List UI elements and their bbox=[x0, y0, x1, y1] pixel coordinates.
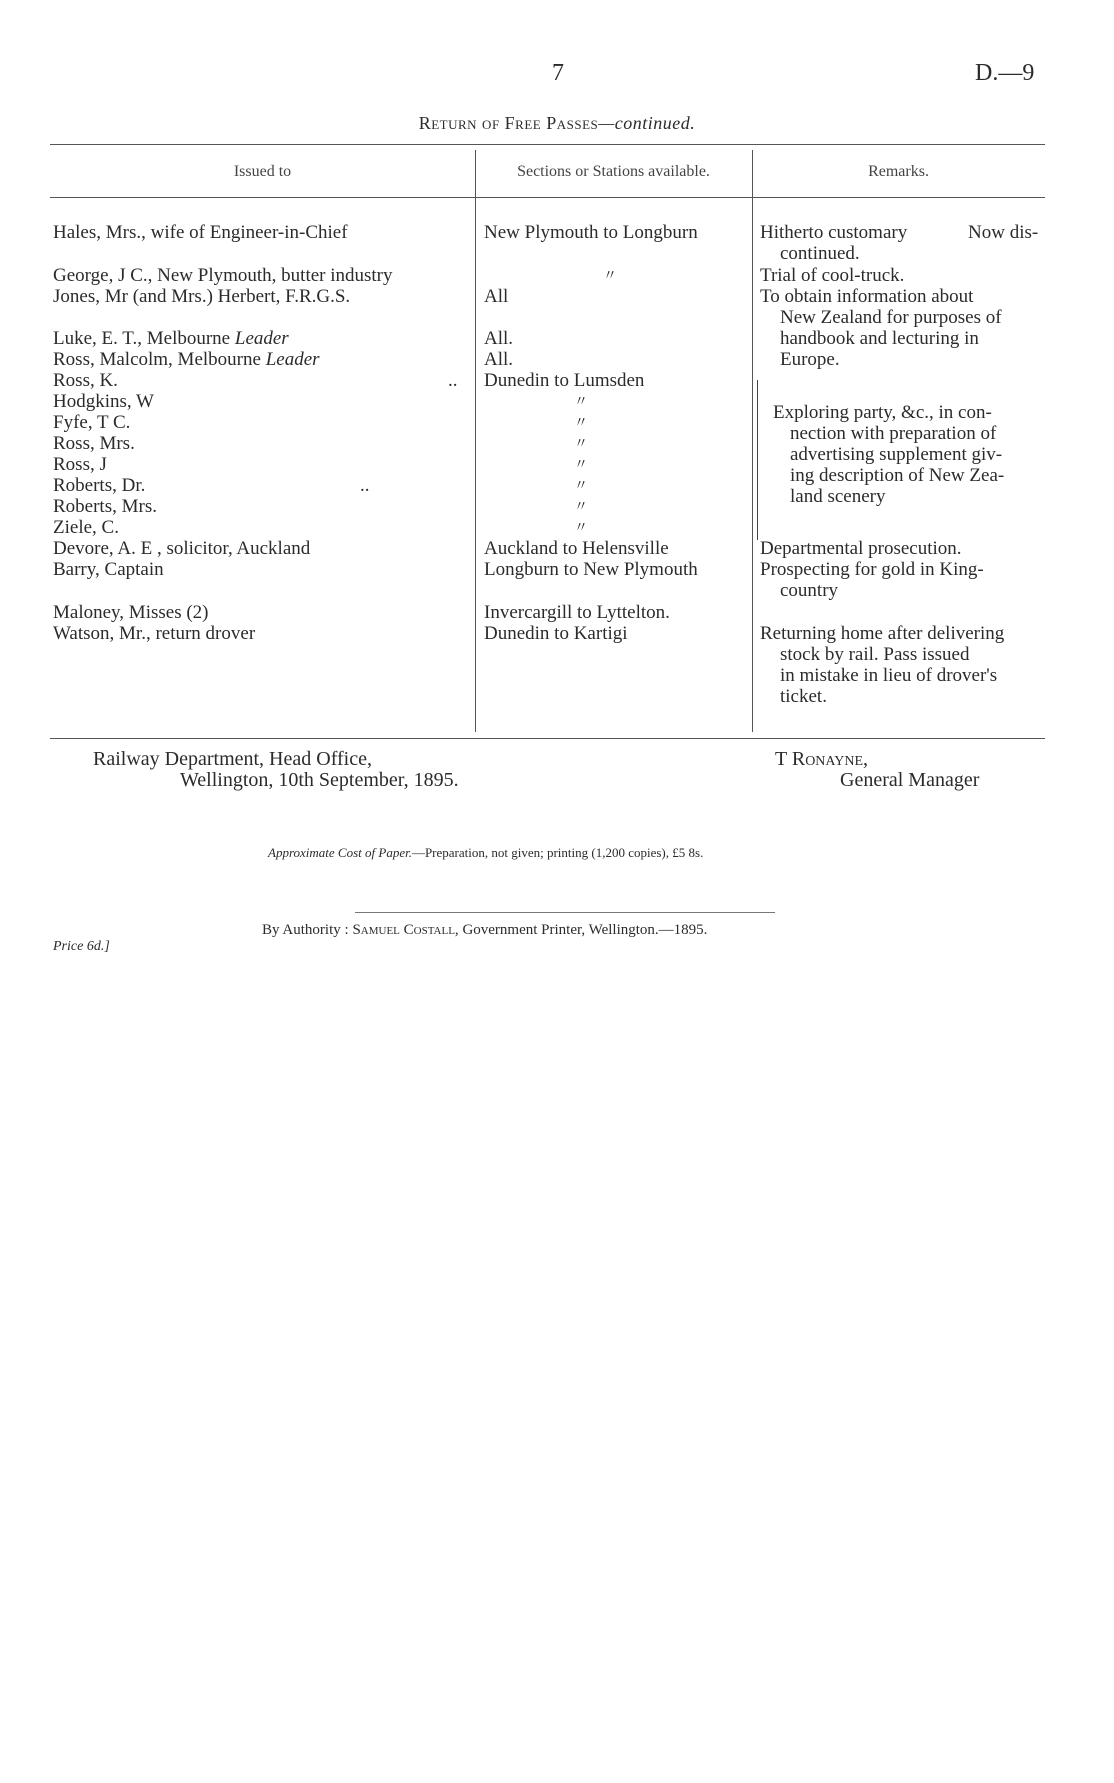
remark-line: ing description of New Zea- bbox=[790, 465, 1005, 486]
issued-to-row: Roberts, Dr. bbox=[53, 475, 146, 496]
ditto-mark: 〃 bbox=[574, 479, 588, 494]
section-row: Auckland to Helensville bbox=[484, 538, 669, 559]
remark-line: ticket. bbox=[780, 686, 827, 707]
column-divider-1 bbox=[475, 150, 476, 732]
printer-rest: Government Printer, Wellington.—1895. bbox=[462, 922, 708, 938]
authority-prefix: By Authority : bbox=[262, 922, 349, 938]
signer-name bbox=[775, 749, 868, 770]
issued-to-name: Ross, Malcolm, Melbourne bbox=[53, 349, 261, 370]
col-header-issued-to: Issued to bbox=[233, 163, 292, 180]
remark-line: To obtain information about bbox=[760, 286, 974, 307]
remark-line: Prospecting for gold in King- bbox=[760, 559, 984, 580]
leader-dots: .. bbox=[448, 370, 458, 391]
issued-to-row: Hodgkins, W bbox=[53, 391, 154, 412]
issued-to-row: Maloney, Misses (2) bbox=[53, 602, 209, 623]
issued-to-row bbox=[53, 328, 289, 349]
issued-to-row: Hales, Mrs., wife of Engineer-in-Chief bbox=[53, 222, 348, 243]
section-row: Invercargill to Lyttelton. bbox=[484, 602, 670, 623]
issued-to-row: Jones, Mr (and Mrs.) Herbert, F.R.G.S. bbox=[53, 286, 351, 307]
section-row: All. bbox=[484, 328, 514, 349]
issued-to-name: Luke, E. T., Melbourne bbox=[53, 328, 231, 349]
signer-initial: T bbox=[775, 748, 787, 770]
page-title bbox=[0, 113, 1114, 134]
section-row: Dunedin to Kartigi bbox=[484, 623, 628, 644]
ditto-mark: 〃 bbox=[574, 416, 588, 431]
section-row: Longburn to New Plymouth bbox=[484, 559, 698, 580]
remark-line: country bbox=[780, 580, 839, 601]
issued-to-row: Ross, J bbox=[53, 454, 107, 475]
col-header-sections: Sections or Stations available. bbox=[517, 163, 710, 180]
page-number: 7 bbox=[552, 60, 564, 86]
remark-line: Hitherto customary bbox=[760, 222, 908, 243]
authority-line bbox=[262, 920, 707, 941]
ditto-mark: 〃 bbox=[603, 269, 617, 284]
remark-line: handbook and lecturing in bbox=[780, 328, 979, 349]
section-row: All. bbox=[484, 349, 514, 370]
remark-line: nection with preparation of bbox=[790, 423, 997, 444]
document-reference: D.—9 bbox=[975, 60, 1035, 86]
header-bottom-rule bbox=[50, 197, 1045, 198]
ditto-mark: 〃 bbox=[574, 521, 588, 536]
issued-to-row: Ross, K. bbox=[53, 370, 118, 391]
remark-line: stock by rail. Pass issued bbox=[780, 644, 970, 665]
remark-line: Returning home after delivering bbox=[760, 623, 1005, 644]
remark-line: New Zealand for purposes of bbox=[780, 307, 1002, 328]
remark-line: Now dis- bbox=[968, 222, 1039, 243]
issued-to-row: Devore, A. E , solicitor, Auckland bbox=[53, 538, 311, 559]
table-bottom-rule bbox=[50, 738, 1045, 739]
ditto-mark: 〃 bbox=[574, 458, 588, 473]
printer-name: Samuel Costall, bbox=[352, 922, 459, 938]
issued-to-row: Fyfe, T C. bbox=[53, 412, 131, 433]
issued-to-row: Ross, Mrs. bbox=[53, 433, 135, 454]
section-row: New Plymouth to Longburn bbox=[484, 222, 698, 243]
issued-to-row bbox=[53, 349, 320, 370]
leader-dots: .. bbox=[360, 475, 370, 496]
ditto-mark: 〃 bbox=[574, 500, 588, 515]
cost-of-paper bbox=[268, 842, 703, 863]
issued-to-row: Roberts, Mrs. bbox=[53, 496, 157, 517]
remark-line: Europe. bbox=[780, 349, 840, 370]
issued-to-row: Barry, Captain bbox=[53, 559, 164, 580]
issued-to-row: Ziele, C. bbox=[53, 517, 119, 538]
remark-line: advertising supplement giv- bbox=[790, 444, 1003, 465]
remark-line: continued. bbox=[780, 243, 860, 264]
section-row: All bbox=[484, 286, 509, 307]
remark-line: in mistake in lieu of drover's bbox=[780, 665, 998, 686]
cost-label: Approximate Cost of Paper. bbox=[268, 845, 412, 860]
table-top-rule bbox=[50, 144, 1045, 145]
col-header-remarks: Remarks. bbox=[868, 163, 929, 180]
signer-surname: Ronayne, bbox=[791, 748, 869, 770]
title-main: Return of Free Passes bbox=[418, 113, 599, 133]
issued-to-row: George, J C., New Plymouth, butter industry bbox=[53, 265, 393, 286]
remark-line: Trial of cool-truck. bbox=[760, 265, 905, 286]
column-divider-2 bbox=[752, 150, 753, 732]
ditto-mark: 〃 bbox=[574, 437, 588, 452]
authority-rule bbox=[355, 912, 775, 913]
leader-word: Leader bbox=[234, 328, 289, 349]
department-line: Railway Department, Head Office, bbox=[93, 748, 372, 770]
section-row: Dunedin to Lumsden bbox=[484, 370, 645, 391]
price: Price 6d.] bbox=[53, 939, 110, 954]
remark-line: land scenery bbox=[790, 486, 886, 507]
leader-word: Leader bbox=[265, 349, 320, 370]
signer-title: General Manager bbox=[840, 769, 980, 791]
issued-to-row: Watson, Mr., return drover bbox=[53, 623, 256, 644]
title-suffix: —continued. bbox=[598, 113, 696, 133]
remark-line: Exploring party, &c., in con- bbox=[773, 402, 992, 423]
department-date: Wellington, 10th September, 1895. bbox=[180, 769, 459, 791]
group-brace bbox=[757, 380, 758, 540]
cost-text: —Preparation, not given; printing (1,200 copies), £5 8s. bbox=[411, 845, 704, 860]
ditto-mark: 〃 bbox=[574, 395, 588, 410]
remark-line: Departmental prosecution. bbox=[760, 538, 962, 559]
